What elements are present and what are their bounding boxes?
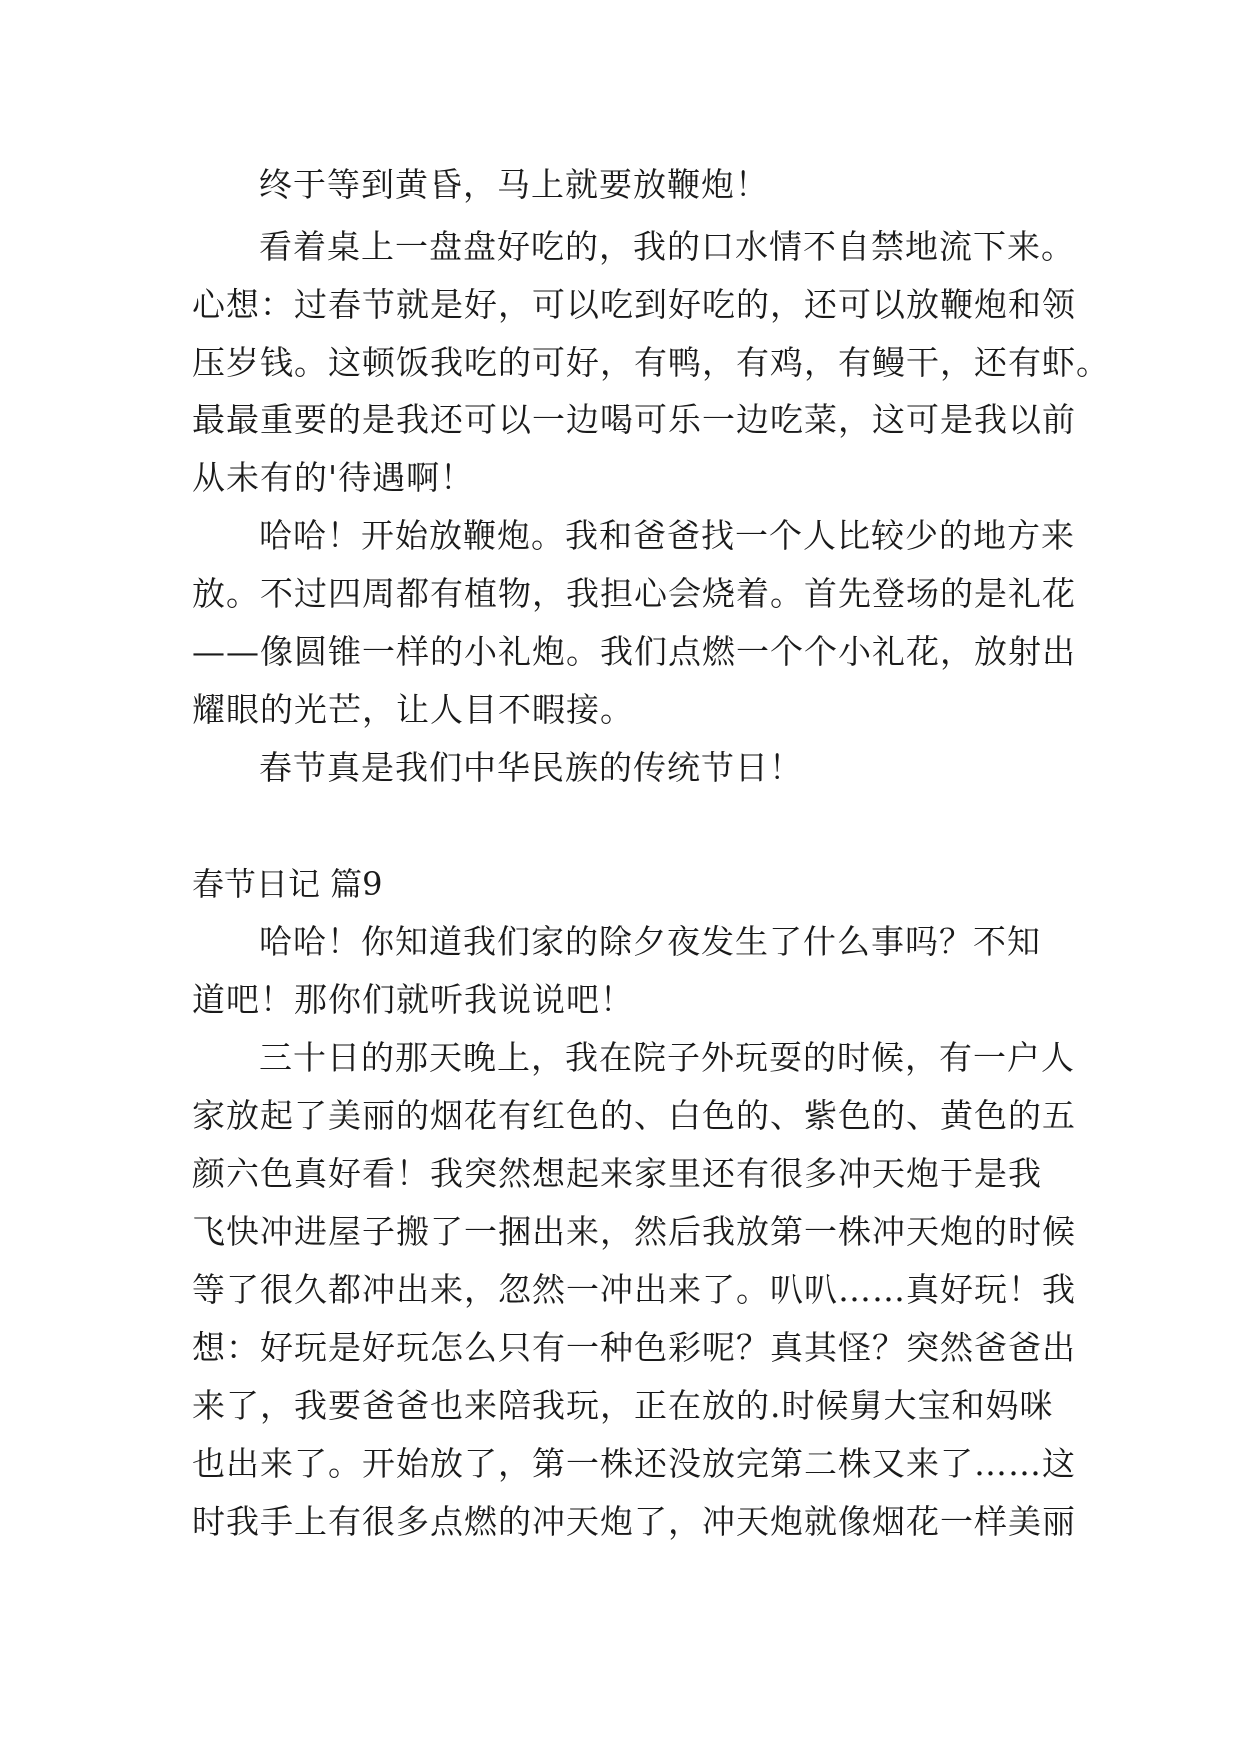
paragraph-line: 道吧！那你们就听我说说吧！ xyxy=(192,980,634,1019)
paragraph-line: 想：好玩是好玩怎么只有一种色彩呢？真其怪？突然爸爸出 xyxy=(192,1328,1076,1367)
paragraph-line: 也出来了。开始放了，第一株还没放完第二株又来了……这 xyxy=(192,1444,1076,1483)
paragraph-line: 放。不过四周都有植物，我担心会烧着。首先登场的是礼花 xyxy=(192,574,1076,613)
paragraph-line: 等了很久都冲出来，忽然一冲出来了。叭叭……真好玩！我 xyxy=(192,1270,1076,1309)
paragraph-line: 哈哈！你知道我们家的除夕夜发生了什么事吗？不知 xyxy=(259,922,1041,961)
paragraph-line: 终于等到黄昏，马上就要放鞭炮！ xyxy=(259,165,769,204)
paragraph-line: 耀眼的光芒，让人目不暇接。 xyxy=(192,690,634,729)
paragraph-line: 压岁钱。这顿饭我吃的可好，有鸭，有鸡，有鳗干，还有虾。 xyxy=(192,343,1110,382)
paragraph-line: 最最重要的是我还可以一边喝可乐一边吃菜，这可是我以前 xyxy=(192,400,1076,439)
paragraph-line: 心想：过春节就是好，可以吃到好吃的，还可以放鞭炮和领 xyxy=(192,285,1076,324)
paragraph-line: 来了，我要爸爸也来陪我玩，正在放的.时候舅大宝和妈咪 xyxy=(192,1386,1054,1425)
paragraph-line: 飞快冲进屋子搬了一捆出来，然后我放第一株冲天炮的时候 xyxy=(192,1212,1076,1251)
section-heading: 春节日记 篇9 xyxy=(192,865,383,903)
paragraph-line: 颜六色真好看！我突然想起来家里还有很多冲天炮于是我 xyxy=(192,1154,1042,1193)
paragraph-line: 从未有的'待遇啊！ xyxy=(192,458,475,497)
paragraph-line: 哈哈！开始放鞭炮。我和爸爸找一个人比较少的地方来 xyxy=(259,516,1075,555)
paragraph-line: 三十日的那天晚上，我在院子外玩耍的时候，有一户人 xyxy=(259,1038,1075,1077)
paragraph-line: 时我手上有很多点燃的冲天炮了，冲天炮就像烟花一样美丽 xyxy=(192,1502,1076,1541)
paragraph-line: 家放起了美丽的烟花有红色的、白色的、紫色的、黄色的五 xyxy=(192,1096,1076,1135)
paragraph-line: ——像圆锥一样的小礼炮。我们点燃一个个小礼花，放射出 xyxy=(192,632,1076,671)
paragraph-line: 看着桌上一盘盘好吃的，我的口水情不自禁地流下来。 xyxy=(259,227,1075,266)
paragraph-line: 春节真是我们中华民族的传统节日！ xyxy=(259,748,803,787)
